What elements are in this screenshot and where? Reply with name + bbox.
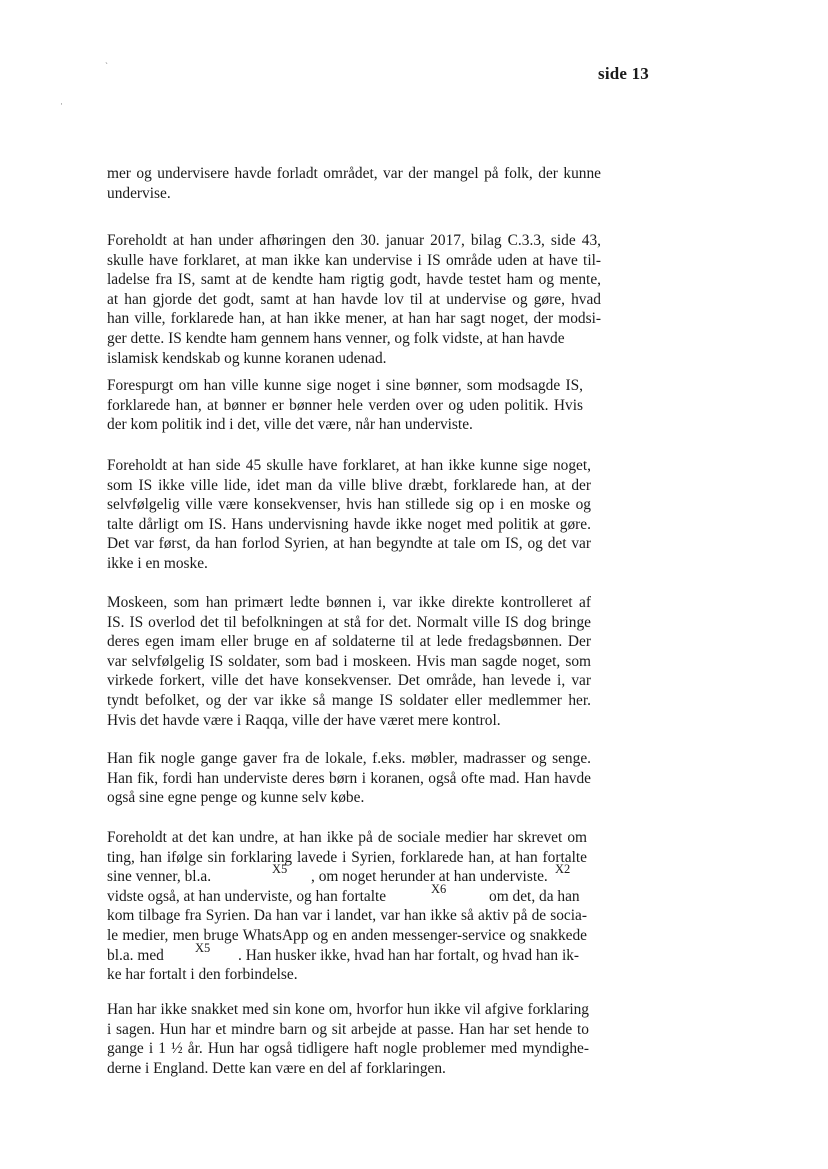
paragraph	[107, 231, 601, 368]
text-line: Foreholdt at han side 45 skulle have forklaret, at han ikke kunne sige noget,	[107, 457, 591, 474]
text-line: gange i 1 ½ år. Hun har også tidligere haft nogle problemer med myndighe-	[107, 1040, 589, 1058]
text-line: ger dette. IS kendte ham gennem hans venner, og folk vidste, at han havde	[107, 329, 565, 347]
text-line: i sagen. Hun har et mindre barn og sit arbejde at passe. Han har set hende to	[107, 1020, 589, 1038]
paragraph	[107, 749, 591, 808]
text-line: tyndt befolket, og der var ikke så mange IS soldater eller medlemmer her.	[107, 691, 591, 709]
text-line: forklarede han, at bønner er bønner hele verden over og uden politik. Hvis	[107, 396, 583, 414]
text-line: kom tilbage fra Syrien. Da han var i landet, var han ikke så aktiv på de socia-	[107, 907, 587, 925]
text-line: Foreholdt at han under afhøringen den 30. januar 2017, bilag C.3.3, side 43,	[107, 232, 601, 249]
text-line: islamisk kendskab og kunne koranen udenad.	[107, 349, 387, 367]
text-line: Moskeen, som han primært ledte bønnen i, var ikke direkte kontrolleret af	[107, 594, 591, 611]
text-line: Foreholdt at det kan undre, at han ikke på de sociale medier har skrevet om	[107, 829, 587, 846]
text-line: skulle have forklaret, at man ikke kan undervise i IS område uden at have til-	[107, 251, 601, 269]
scan-speck: ·	[60, 99, 63, 109]
paragraph	[107, 164, 601, 203]
redaction-mark: X2	[555, 862, 571, 877]
text-line: selvfølgelig ville være konsekvenser, hvis han stillede sig op i en moske og	[107, 496, 591, 514]
text-line: talte dårligt om IS. Hans undervisning havde ikke noget med politik at gøre.	[107, 515, 591, 533]
text-line: også sine egne penge og kunne selv købe.	[107, 789, 365, 807]
text-line: var selvfølgelig IS soldater, som bad i moskeen. Hvis man sagde noget, som	[107, 652, 591, 670]
text-line: han ville, forklarede han, at han ikke mener, at han har sagt noget, der modsi-	[107, 310, 601, 328]
text-line: Forespurgt om han ville kunne sige noget i sine bønner, som modsagde IS,	[107, 377, 583, 394]
text-line: mer og undervisere havde forladt området, var der mangel på folk, der kunne	[107, 165, 601, 182]
text-line	[107, 862, 587, 887]
text-line: undervise.	[107, 184, 171, 202]
paragraph	[107, 828, 587, 985]
redaction-mark: X6	[431, 881, 447, 896]
paragraph	[107, 376, 583, 435]
text-line: ting, han ifølge sin forklaring lavede i Syrien, forklarede han, at han fortalte	[107, 848, 587, 866]
text-fragment: sine venner, bl.a.	[107, 868, 212, 886]
paragraph	[107, 456, 591, 574]
text-line: Han fik, fordi han underviste deres børn i koranen, også ofte mad. Han havde	[107, 769, 591, 787]
text-line: ikke i en moske.	[107, 554, 208, 572]
text-line: ladelse fra IS, samt at de kendte ham rigtig godt, havde testet ham og mente,	[107, 271, 601, 289]
text-line: derne i England. Dette kan være en del af forklaringen.	[107, 1059, 446, 1077]
text-fragment: . Han husker ikke, hvad han har fortalt, og hvad han ik-	[238, 946, 580, 964]
paragraph	[107, 593, 591, 730]
text-fragment: om det, da han	[489, 887, 580, 905]
text-line: Hvis det havde være i Raqqa, ville der have været mere kontrol.	[107, 711, 501, 729]
redaction-mark: X5	[272, 862, 288, 877]
text-line: Han fik nogle gange gaver fra de lokale, f.eks. møbler, madrasser og senge.	[107, 750, 591, 767]
text-line	[107, 940, 587, 966]
text-line: le medier, men bruge WhatsApp og en anden messenger-service og snakkede	[107, 926, 587, 944]
text-line: deres egen imam eller bruge en af soldaterne til at lede fredagsbønnen. Der	[107, 633, 591, 651]
text-line: som IS ikke ville lide, idet man da ville blive dræbt, forklarede han, at der	[107, 476, 591, 494]
scan-speck: `	[105, 61, 108, 71]
text-fragment: , om noget herunder at han underviste.	[311, 868, 548, 886]
text-fragment: bl.a. med	[107, 946, 164, 964]
paragraph	[107, 1000, 589, 1078]
page-number: side 13	[598, 64, 649, 83]
text-fragment: vidste også, at han underviste, og han fortalte	[107, 887, 387, 905]
text-line: Han har ikke snakket med sin kone om, hvorfor hun ikke vil afgive forklaring	[107, 1001, 589, 1018]
text-line	[107, 881, 587, 907]
text-line: ke har fortalt i den forbindelse.	[107, 966, 298, 984]
text-line: at han gjorde det godt, samt at han havde lov til at undervise og gøre, hvad	[107, 290, 601, 308]
redaction-mark: X5	[195, 940, 211, 955]
text-line: virkede forkert, ville det have konsekvenser. Det område, han levede i, var	[107, 672, 591, 690]
text-line: IS. IS overlod det til befolkningen at stå for det. Normalt ville IS dog bringe	[107, 613, 591, 631]
text-line: Det var først, da han forlod Syrien, at han begyndte at tale om IS, og det var	[107, 535, 591, 553]
text-line: der kom politik ind i det, ville det være, når han underviste.	[107, 416, 473, 434]
